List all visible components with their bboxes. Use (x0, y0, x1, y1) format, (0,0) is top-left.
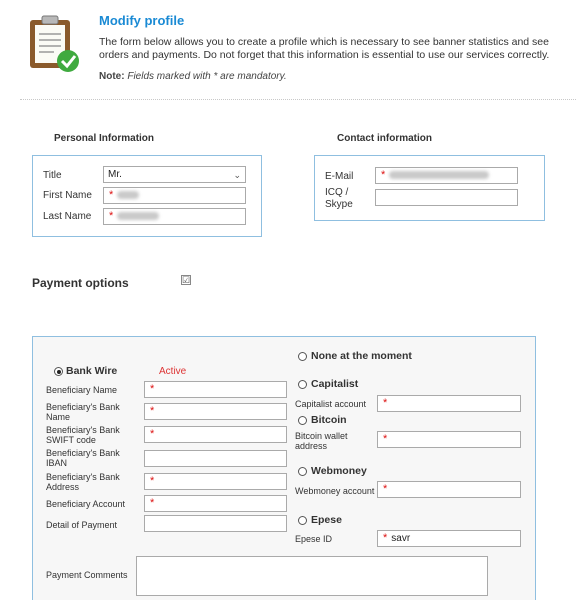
capitalist-radio[interactable] (298, 380, 307, 389)
iban-line1: Beneficiary's Bank (46, 448, 120, 458)
webmoney-radio[interactable] (298, 467, 307, 476)
redacted-value (117, 212, 159, 220)
detail-of-payment-label: Detail of Payment (46, 520, 118, 530)
webmoney-account-label: Webmoney account (295, 486, 375, 496)
required-mark: * (381, 169, 386, 181)
epese-id-label: Epese ID (295, 534, 333, 544)
capitalist-account-field[interactable] (377, 395, 521, 412)
required-mark: * (383, 397, 388, 409)
beneficiary-name-field[interactable] (144, 381, 287, 398)
bitcoin-wallet-line2: address (295, 441, 328, 451)
required-mark: * (383, 433, 388, 445)
payment-options-title: Payment options (32, 276, 129, 290)
first-name-field[interactable] (103, 187, 246, 204)
none-label: None at the moment (311, 350, 412, 362)
note-text: Fields marked with * are mandatory. (127, 71, 287, 82)
bank-address-label (46, 472, 120, 492)
bitcoin-wallet-label (295, 431, 348, 451)
required-mark: * (383, 483, 388, 495)
contact-info-heading: Contact information (337, 133, 432, 144)
required-mark: * (109, 189, 114, 201)
active-status: Active (159, 366, 187, 377)
icq-label-line1: ICQ / (325, 187, 349, 198)
required-mark: * (150, 497, 155, 509)
personal-info-panel (32, 155, 262, 237)
last-name-field[interactable] (103, 208, 246, 225)
bitcoin-wallet-line1: Bitcoin wallet (295, 431, 348, 441)
epese-label: Epese (311, 514, 342, 526)
bank-name-label (46, 402, 120, 422)
title-label: Title (43, 170, 62, 181)
payment-options-checkbox[interactable]: ☑ (182, 275, 191, 285)
bank-address-line1: Beneficiary's Bank (46, 472, 120, 482)
swift-field[interactable] (144, 426, 287, 443)
bank-wire-radio[interactable] (54, 367, 63, 376)
first-name-label: First Name (43, 190, 92, 201)
mandatory-note (99, 71, 287, 82)
bitcoin-label: Bitcoin (311, 414, 347, 426)
iban-field[interactable] (144, 450, 287, 467)
required-mark: * (150, 405, 155, 417)
icq-skype-label (325, 187, 353, 211)
redacted-value (389, 171, 489, 179)
bank-wire-label: Bank Wire (66, 365, 118, 377)
last-name-label: Last Name (43, 211, 92, 222)
iban-line2: IBAN (46, 458, 68, 468)
required-mark: * (150, 475, 155, 487)
none-radio[interactable] (298, 352, 307, 361)
icq-label-line2: Skype (325, 199, 353, 210)
bank-name-line2: Name (46, 412, 71, 422)
swift-line2: SWIFT code (46, 435, 96, 445)
bank-name-field[interactable] (144, 403, 287, 420)
required-mark: * (383, 532, 388, 544)
swift-label (46, 425, 120, 445)
chevron-down-icon: ⌄ (233, 170, 241, 180)
divider (20, 99, 576, 100)
webmoney-account-field[interactable] (377, 481, 521, 498)
bank-address-line2: Address (46, 482, 80, 492)
title-select[interactable] (103, 166, 246, 183)
personal-info-heading: Personal Information (54, 133, 155, 144)
bank-name-line1: Beneficiary's Bank (46, 402, 120, 412)
detail-of-payment-field[interactable] (144, 515, 287, 532)
contact-info-panel (314, 155, 545, 221)
epese-radio[interactable] (298, 516, 307, 525)
webmoney-label: Webmoney (311, 465, 367, 477)
bitcoin-radio[interactable] (298, 416, 307, 425)
required-mark: * (150, 383, 155, 395)
beneficiary-account-field[interactable] (144, 495, 287, 512)
title-select-value: Mr. (108, 169, 122, 180)
payment-panel (32, 336, 536, 600)
epese-id-field[interactable] (377, 530, 521, 547)
beneficiary-name-label: Beneficiary Name (46, 385, 118, 395)
payment-comments-textarea[interactable] (136, 556, 488, 596)
capitalist-account-label: Capitalist account (295, 399, 367, 409)
bitcoin-wallet-field[interactable] (377, 431, 521, 448)
payment-comments-label: Payment Comments (46, 570, 128, 580)
capitalist-label: Capitalist (311, 378, 359, 390)
intro-text: The form below allows you to create a profile which is necessary to see banner statistics and see orders and payments. Do not forget that this information is essential to use our services correctly. (99, 36, 550, 61)
bank-address-field[interactable] (144, 473, 287, 490)
email-field[interactable] (375, 167, 518, 184)
swift-line1: Beneficiary's Bank (46, 425, 120, 435)
note-label: Note: (99, 71, 125, 82)
required-mark: * (109, 210, 114, 222)
page-title: Modify profile (99, 13, 185, 28)
email-label: E-Mail (325, 171, 354, 182)
clipboard-check-icon (26, 14, 82, 74)
epese-id-value: savr (391, 533, 411, 544)
beneficiary-account-label: Beneficiary Account (46, 499, 126, 509)
required-mark: * (150, 428, 155, 440)
icq-skype-field[interactable] (375, 189, 518, 206)
redacted-value (117, 191, 139, 199)
iban-label (46, 448, 120, 468)
